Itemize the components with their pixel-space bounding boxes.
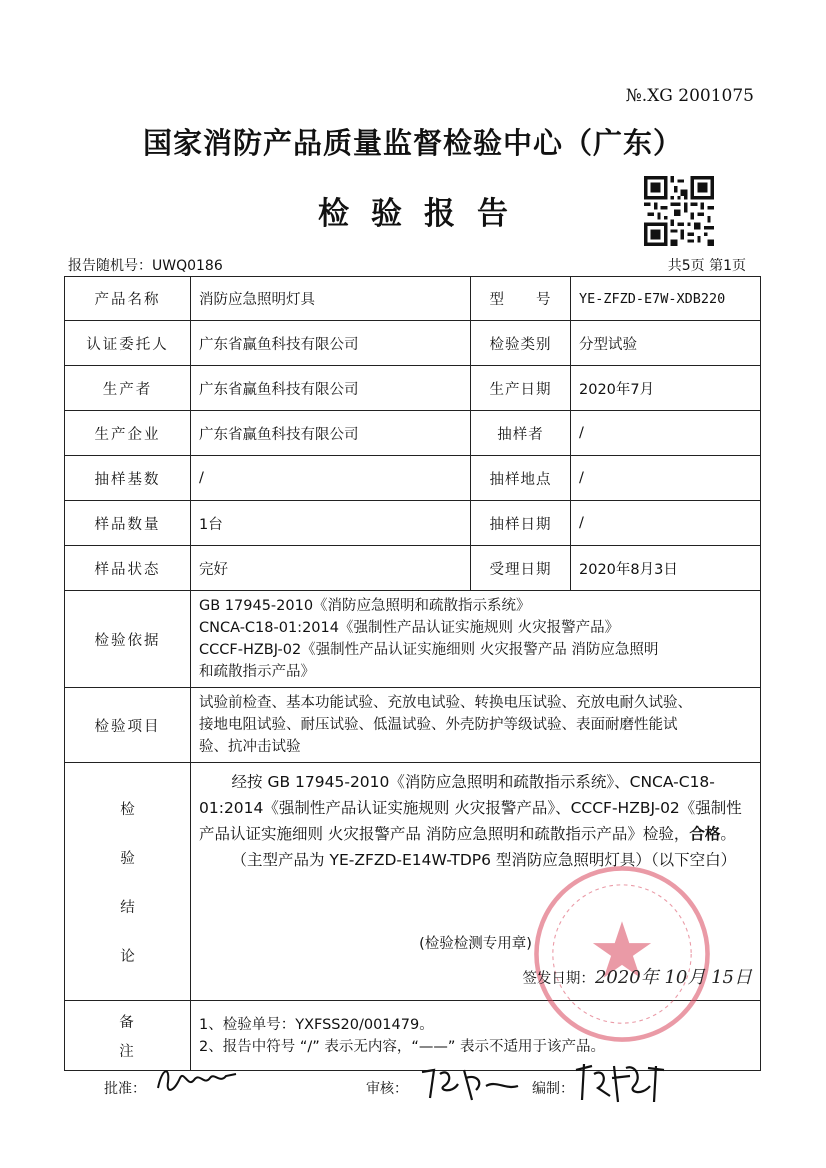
issue-date (522, 965, 752, 992)
field-label: 样品状态 (65, 546, 191, 591)
field-label: 抽样地点 (471, 456, 571, 501)
basis-row (65, 591, 761, 688)
audit-label: 审核： (366, 1081, 408, 1097)
auditor-signature (414, 1060, 524, 1104)
field-label: 检验类别 (471, 321, 571, 366)
field-value: / (571, 456, 761, 501)
issue-date-value: 2020年 10月 15日 (594, 967, 752, 988)
report-random-number: 报告随机号：UWQ0186 (68, 258, 223, 274)
field-label: 受理日期 (471, 546, 571, 591)
field-value: / (191, 456, 471, 501)
field-label: 生产日期 (471, 366, 571, 411)
field-value: 分型试验 (571, 321, 761, 366)
field-label: 产品名称 (65, 277, 191, 321)
conclusion-text (199, 769, 752, 847)
conclusion-note: （主型产品为 YE-ZFZD-E14W-TDP6 型消防应急照明灯具）（以下空白） (231, 851, 737, 869)
items-row (65, 688, 761, 763)
field-label: 抽样日期 (471, 501, 571, 546)
basis-line: CCCF-HZBJ-02《强制性产品认证实施细则 火灾报警产品 消防应急照明 (199, 642, 659, 658)
field-value: 广东省赢鱼科技有限公司 (191, 321, 471, 366)
conclusion-label-char: 验 (120, 850, 135, 867)
conclusion-para: 经按 GB 17945-2010《消防应急照明和疏散指示系统》、CNCA-C18-01:2014《强制性产品认证实施规则 火灾报警产品》、CCCF-HZBJ-02《强制性产品认证实施细则 火灾报警产品 消防应急照明和疏散指示产品》检验， (199, 773, 742, 843)
conclusion-para-end: 。 (720, 825, 736, 843)
field-label: 抽样基数 (65, 456, 191, 501)
items-line: 试验前检查、基本功能试验、充放电试验、转换电压试验、充放电耐久试验、 (199, 695, 692, 711)
conclusion-label-char: 检 (120, 801, 135, 818)
field-label: 型 号 (471, 277, 571, 321)
qr-code-icon (644, 176, 714, 246)
report-number: №.XG 2001075 (625, 86, 754, 106)
field-value: / (571, 501, 761, 546)
field-label: 生产者 (65, 366, 191, 411)
remarks-label-char: 备 (119, 1014, 136, 1031)
items-label: 检验项目 (65, 688, 191, 763)
conclusion-label (65, 763, 191, 1001)
conclusion-content (191, 763, 761, 1001)
report-table (64, 276, 761, 1071)
table-row (65, 366, 761, 411)
basis-label: 检验依据 (65, 591, 191, 688)
basis-line: 和疏散指示产品》 (199, 664, 315, 680)
items-content (191, 688, 761, 763)
table-row (65, 411, 761, 456)
field-value: 2020年7月 (571, 366, 761, 411)
center-title: 国家消防产品质量监督检验中心（广东） (142, 126, 683, 160)
remarks-label-char: 注 (119, 1043, 136, 1060)
basis-line: GB 17945-2010《消防应急照明和疏散指示系统》 (199, 598, 531, 614)
issue-date-label: 签发日期： (522, 971, 595, 987)
field-label: 抽样者 (471, 411, 571, 456)
field-label: 生产企业 (65, 411, 191, 456)
field-label: 样品数量 (65, 501, 191, 546)
approver-signature (152, 1058, 242, 1102)
field-value: 消防应急照明灯具 (191, 277, 471, 321)
conclusion-label-char: 论 (120, 948, 135, 965)
table-row (65, 456, 761, 501)
field-value: / (571, 411, 761, 456)
field-value: 广东省赢鱼科技有限公司 (191, 366, 471, 411)
field-value: YE-ZFZD-E7W-XDB220 (571, 277, 761, 321)
conclusion-row (65, 763, 761, 1001)
conclusion-result: 合格 (689, 825, 721, 843)
approve-label: 批准： (104, 1081, 146, 1097)
document-title: 检验报告 (318, 196, 530, 232)
compiler-signature (570, 1056, 670, 1106)
remark-line: 1、检验单号：YXFSS20/001479。 (199, 1016, 434, 1033)
field-value: 完好 (191, 546, 471, 591)
table-row (65, 277, 761, 321)
items-line: 验、抗冲击试验 (199, 739, 301, 755)
field-value: 2020年8月3日 (571, 546, 761, 591)
basis-content (191, 591, 761, 688)
table-row (65, 501, 761, 546)
field-value: 广东省赢鱼科技有限公司 (191, 411, 471, 456)
table-row (65, 546, 761, 591)
basis-line: CNCA-C18-01:2014《强制性产品认证实施规则 火灾报警产品》 (199, 620, 620, 636)
remark-line: 2、报告中符号 “/” 表示无内容，“——” 表示不适用于该产品。 (199, 1038, 605, 1055)
items-line: 接地电阻试验、耐压试验、低温试验、外壳防护等级试验、表面耐磨性能试 (199, 717, 678, 733)
compile-label: 编制： (532, 1081, 574, 1097)
page-info: 共5页 第1页 (667, 258, 746, 274)
seal-text: (检验检测专用章) (419, 936, 532, 952)
table-row (65, 321, 761, 366)
field-label: 认证委托人 (65, 321, 191, 366)
conclusion-label-char: 结 (120, 899, 135, 916)
field-value: 1台 (191, 501, 471, 546)
